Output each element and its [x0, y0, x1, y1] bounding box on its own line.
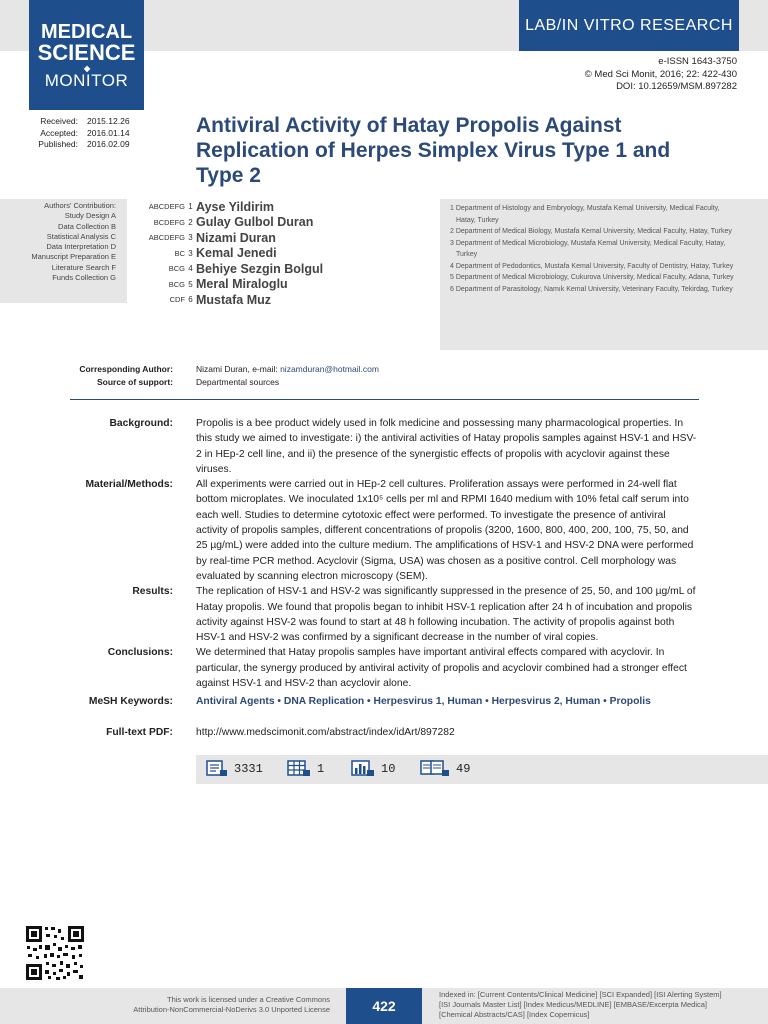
corresponding-author-name: Nizami Duran, e-mail:: [196, 364, 281, 374]
fulltext-label: Full-text PDF:: [106, 727, 173, 738]
mesh-keywords: [30, 696, 720, 707]
abstract-heading: Results:: [132, 586, 173, 598]
abstract-text: All experiments were carried out in HEp-2 cell cultures. Proliferation assays were performed in 24-well flat bottom microplates. We inoculated 1x10⁵ cells per ml and RPMI 1640 medium with 10% fetal calf serum into each well. Studies to determine cytotoxic effect were performed. To investigate the presence of antiviral activity of propolis samples, different concentrations of propolis (3200, 1600, 800, 400, 200, 100, 75, 50, and 25 µg/mL) were added into the culture medium. The amplifications of HSV-1 and HSV-2 DNA were performed by real-time PCR method. Acyclovir (Sigma, USA) was chosen as a positive control. Cell morphology was evaluated by scanning electron microscopy (SEM).: [196, 479, 694, 582]
abstract-text: We determined that Hatay propolis samples have important antiviral effects compared with acyclovir. In particular, the synergy produced by antiviral activity of propolis and acyclovir combined had a stronger effect against HSV-1 and HSV-2 than acyclovir alone.: [196, 647, 687, 690]
citation: © Med Sci Monit, 2016; 22: 422-430: [584, 68, 737, 80]
contribution-item: Data Interpretation D: [46, 242, 116, 252]
support-label: Source of support:: [96, 377, 173, 387]
section-divider: [70, 399, 699, 400]
author-affil-num: 4: [188, 264, 193, 274]
date-row: [30, 116, 130, 128]
license-line: This work is licensed under a Creative Commons: [167, 995, 330, 1004]
author-row: [128, 261, 323, 277]
mesh-value[interactable]: Antiviral Agents • DNA Replication • Herpesvirus 1, Human • Herpesvirus 2, Human • Propolis: [196, 696, 651, 707]
date-row: [30, 139, 130, 151]
abstract-heading: Conclusions:: [107, 647, 173, 659]
author-name: Ayse Yildirim: [196, 199, 275, 214]
author-code: BC: [174, 248, 185, 258]
author-row: [128, 292, 323, 308]
article-title: Antiviral Activity of Hatay Propolis Against Replication of Herpes Simplex Virus Type 1 and Type 2: [196, 114, 671, 187]
license-text[interactable]: [120, 995, 330, 1015]
author-name: Behiye Sezgin Bolgul: [196, 261, 324, 276]
contribution-item: Funds Collection G: [52, 273, 116, 283]
corresponding-author-row: [30, 363, 379, 376]
abstract-section: [30, 416, 700, 477]
word-count-stat: [206, 760, 263, 777]
contribution-item: Data Collection B: [58, 221, 116, 231]
author-name: Nizami Duran: [196, 230, 276, 245]
author-code: BCDEFG: [153, 217, 185, 227]
figure-count-icon: [351, 760, 375, 777]
eissn: e-ISSN 1643-3750: [658, 56, 737, 67]
abstract-text: The replication of HSV-1 and HSV-2 was significantly suppressed in the presence of 25, 50, and 100 µg/mL of Hatay propolis. We found that propolis began to inhibit HSV-1 replication after 24 h of incubation and propolis activity against HSV-2 was found to start at 48 h following incubation. The activity of propolis against both HSV-1 and HSV-2 was confirmed by a significant decrease in the number of viral copies.: [196, 586, 696, 644]
author-name: Kemal Jenedi: [196, 246, 277, 261]
abstract-heading: Background:: [109, 418, 173, 429]
corresponding-email-link[interactable]: nizamduran@hotmail.com: [280, 364, 379, 374]
journal-info: [585, 56, 737, 94]
indexed-line: Indexed in: [Current Contents/Clinical Medicine] [SCI Expanded] [ISI Alerting System]: [439, 990, 722, 999]
author-row: [128, 215, 323, 231]
reference-count-stat: [420, 760, 470, 777]
author-affil-num: 2: [188, 217, 193, 227]
mesh-label: MeSH Keywords:: [88, 696, 173, 707]
logo-dot-icon: ◆: [84, 64, 91, 73]
indexed-line: [ISI Journals Master List] [Index Medicus/MEDLINE] [EMBASE/Excerpta Medica]: [439, 1000, 708, 1009]
author-row: [128, 199, 323, 215]
author-code: BCG: [168, 264, 185, 274]
corresponding-author-label: Corresponding Author:: [79, 364, 173, 374]
author-affil-num: 3: [188, 233, 193, 243]
logo-line-2: SCIENCE: [37, 40, 136, 65]
author-code: BCG: [168, 279, 185, 289]
support-value: Departmental sources: [196, 377, 280, 387]
contribution-item: Study Design A: [64, 211, 116, 221]
section-label: LAB/IN VITRO RESEARCH: [519, 0, 739, 51]
affiliation-item: 5 Department of Medical Microbiology, Cukurova University, Medical Faculty, Adana, Turkey: [450, 274, 734, 281]
author-name: Gulay Gulbol Duran: [196, 215, 314, 230]
indexed-line: [Chemical Abstracts/CAS] [Index Copernicus]: [439, 1010, 590, 1019]
author-affil-num: 5: [188, 279, 193, 289]
contribution-item: Statistical Analysis C: [46, 231, 116, 241]
contribution-item: Manuscript Preparation E: [31, 252, 116, 262]
reference-count-value: 49: [456, 761, 471, 776]
author-affil-num: 1: [188, 202, 193, 212]
affiliation-item: 2 Department of Medical Biology, Mustafa Kemal University, Medical Faculty, Hatay, Turkey: [450, 228, 732, 235]
figure-count-stat: [351, 760, 395, 777]
license-line: Attribution-NonCommercial-NoDerivs 3.0 Unported License: [133, 1005, 330, 1014]
logo-line-3: MONITOR: [44, 71, 129, 90]
author-code: CDF: [169, 295, 185, 305]
indexed-in: [439, 990, 759, 1020]
support-row: [30, 376, 379, 389]
reference-count-icon: [420, 760, 450, 777]
abstract-section: [30, 477, 700, 584]
author-row: [128, 246, 323, 262]
abstract-section: [30, 645, 700, 691]
fulltext-pdf: [30, 727, 720, 738]
doi[interactable]: DOI: 10.12659/MSM.897282: [616, 81, 737, 92]
date-label: Accepted:: [40, 127, 78, 138]
stats-bar: [196, 755, 768, 784]
affiliation-item: 4 Department of Pedodontics, Mustafa Kemal University, Faculty of Dentistry, Hatay, Turkey: [450, 262, 734, 270]
word-count-icon: [206, 760, 228, 777]
logo-line-1: MEDICAL: [40, 21, 133, 43]
date-label: Published:: [38, 139, 78, 149]
qr-code-icon[interactable]: [25, 925, 85, 981]
table-count-icon: [287, 760, 311, 777]
author-name: Mustafa Muz: [196, 292, 271, 307]
date-value: 2016.02.09: [87, 139, 130, 149]
fulltext-link[interactable]: http://www.medscimonit.com/abstract/index/idArt/897282: [196, 727, 455, 738]
publication-dates: [30, 116, 130, 151]
affiliation-item: 1 Department of Histology and Embryology, Mustafa Kemal University, Medical Faculty, Hatay, Turkey: [450, 205, 720, 224]
table-count-value: 1: [317, 761, 325, 776]
abstract-text: Propolis is a bee product widely used in folk medicine and possessing many pharmacological properties. In this study we aimed to investigate: i) the antiviral activities of Hatay propolis samples against HSV-1 and HSV-2 in HEp-2 cell line, and ii) the presence of the synergistic effects of propolis with acyclovir against these viruses.: [196, 418, 697, 475]
author-name: Meral Miraloglu: [196, 277, 288, 292]
journal-logo[interactable]: [29, 0, 144, 110]
correspondence-block: [30, 363, 379, 389]
date-value: 2015.12.26: [87, 116, 130, 126]
author-affil-num: 3: [188, 248, 193, 258]
abstract-section: [30, 584, 700, 645]
author-row: [128, 277, 323, 293]
abstract: [30, 416, 700, 691]
affiliation-item: 3 Department of Medical Microbiology, Mustafa Kemal University, Medical Faculty, Hatay, Turkey: [450, 239, 726, 258]
author-list: [128, 199, 323, 308]
contribution-item: Authors' Contribution:: [44, 201, 116, 210]
contribution-item: Literature Search F: [51, 262, 116, 272]
date-row: [30, 128, 130, 140]
date-value: 2016.01.14: [87, 127, 130, 138]
figure-count-value: 10: [381, 761, 396, 776]
affiliation-item: 6 Department of Parasitology, Namık Kemal University, Veterinary Faculty, Tekirdag, Turkey: [450, 285, 733, 293]
author-code: ABCDEFG: [148, 233, 185, 243]
contribution-legend: [0, 201, 116, 283]
affiliation-list: [450, 203, 740, 295]
author-row: [128, 230, 323, 246]
author-code: ABCDEFG: [148, 202, 185, 212]
date-label: Received:: [40, 116, 78, 126]
abstract-heading: Material/Methods:: [85, 479, 173, 491]
page-number: 422: [346, 988, 422, 1024]
word-count-value: 3331: [234, 761, 263, 776]
author-affil-num: 6: [188, 295, 193, 305]
table-count-stat: [287, 760, 324, 777]
